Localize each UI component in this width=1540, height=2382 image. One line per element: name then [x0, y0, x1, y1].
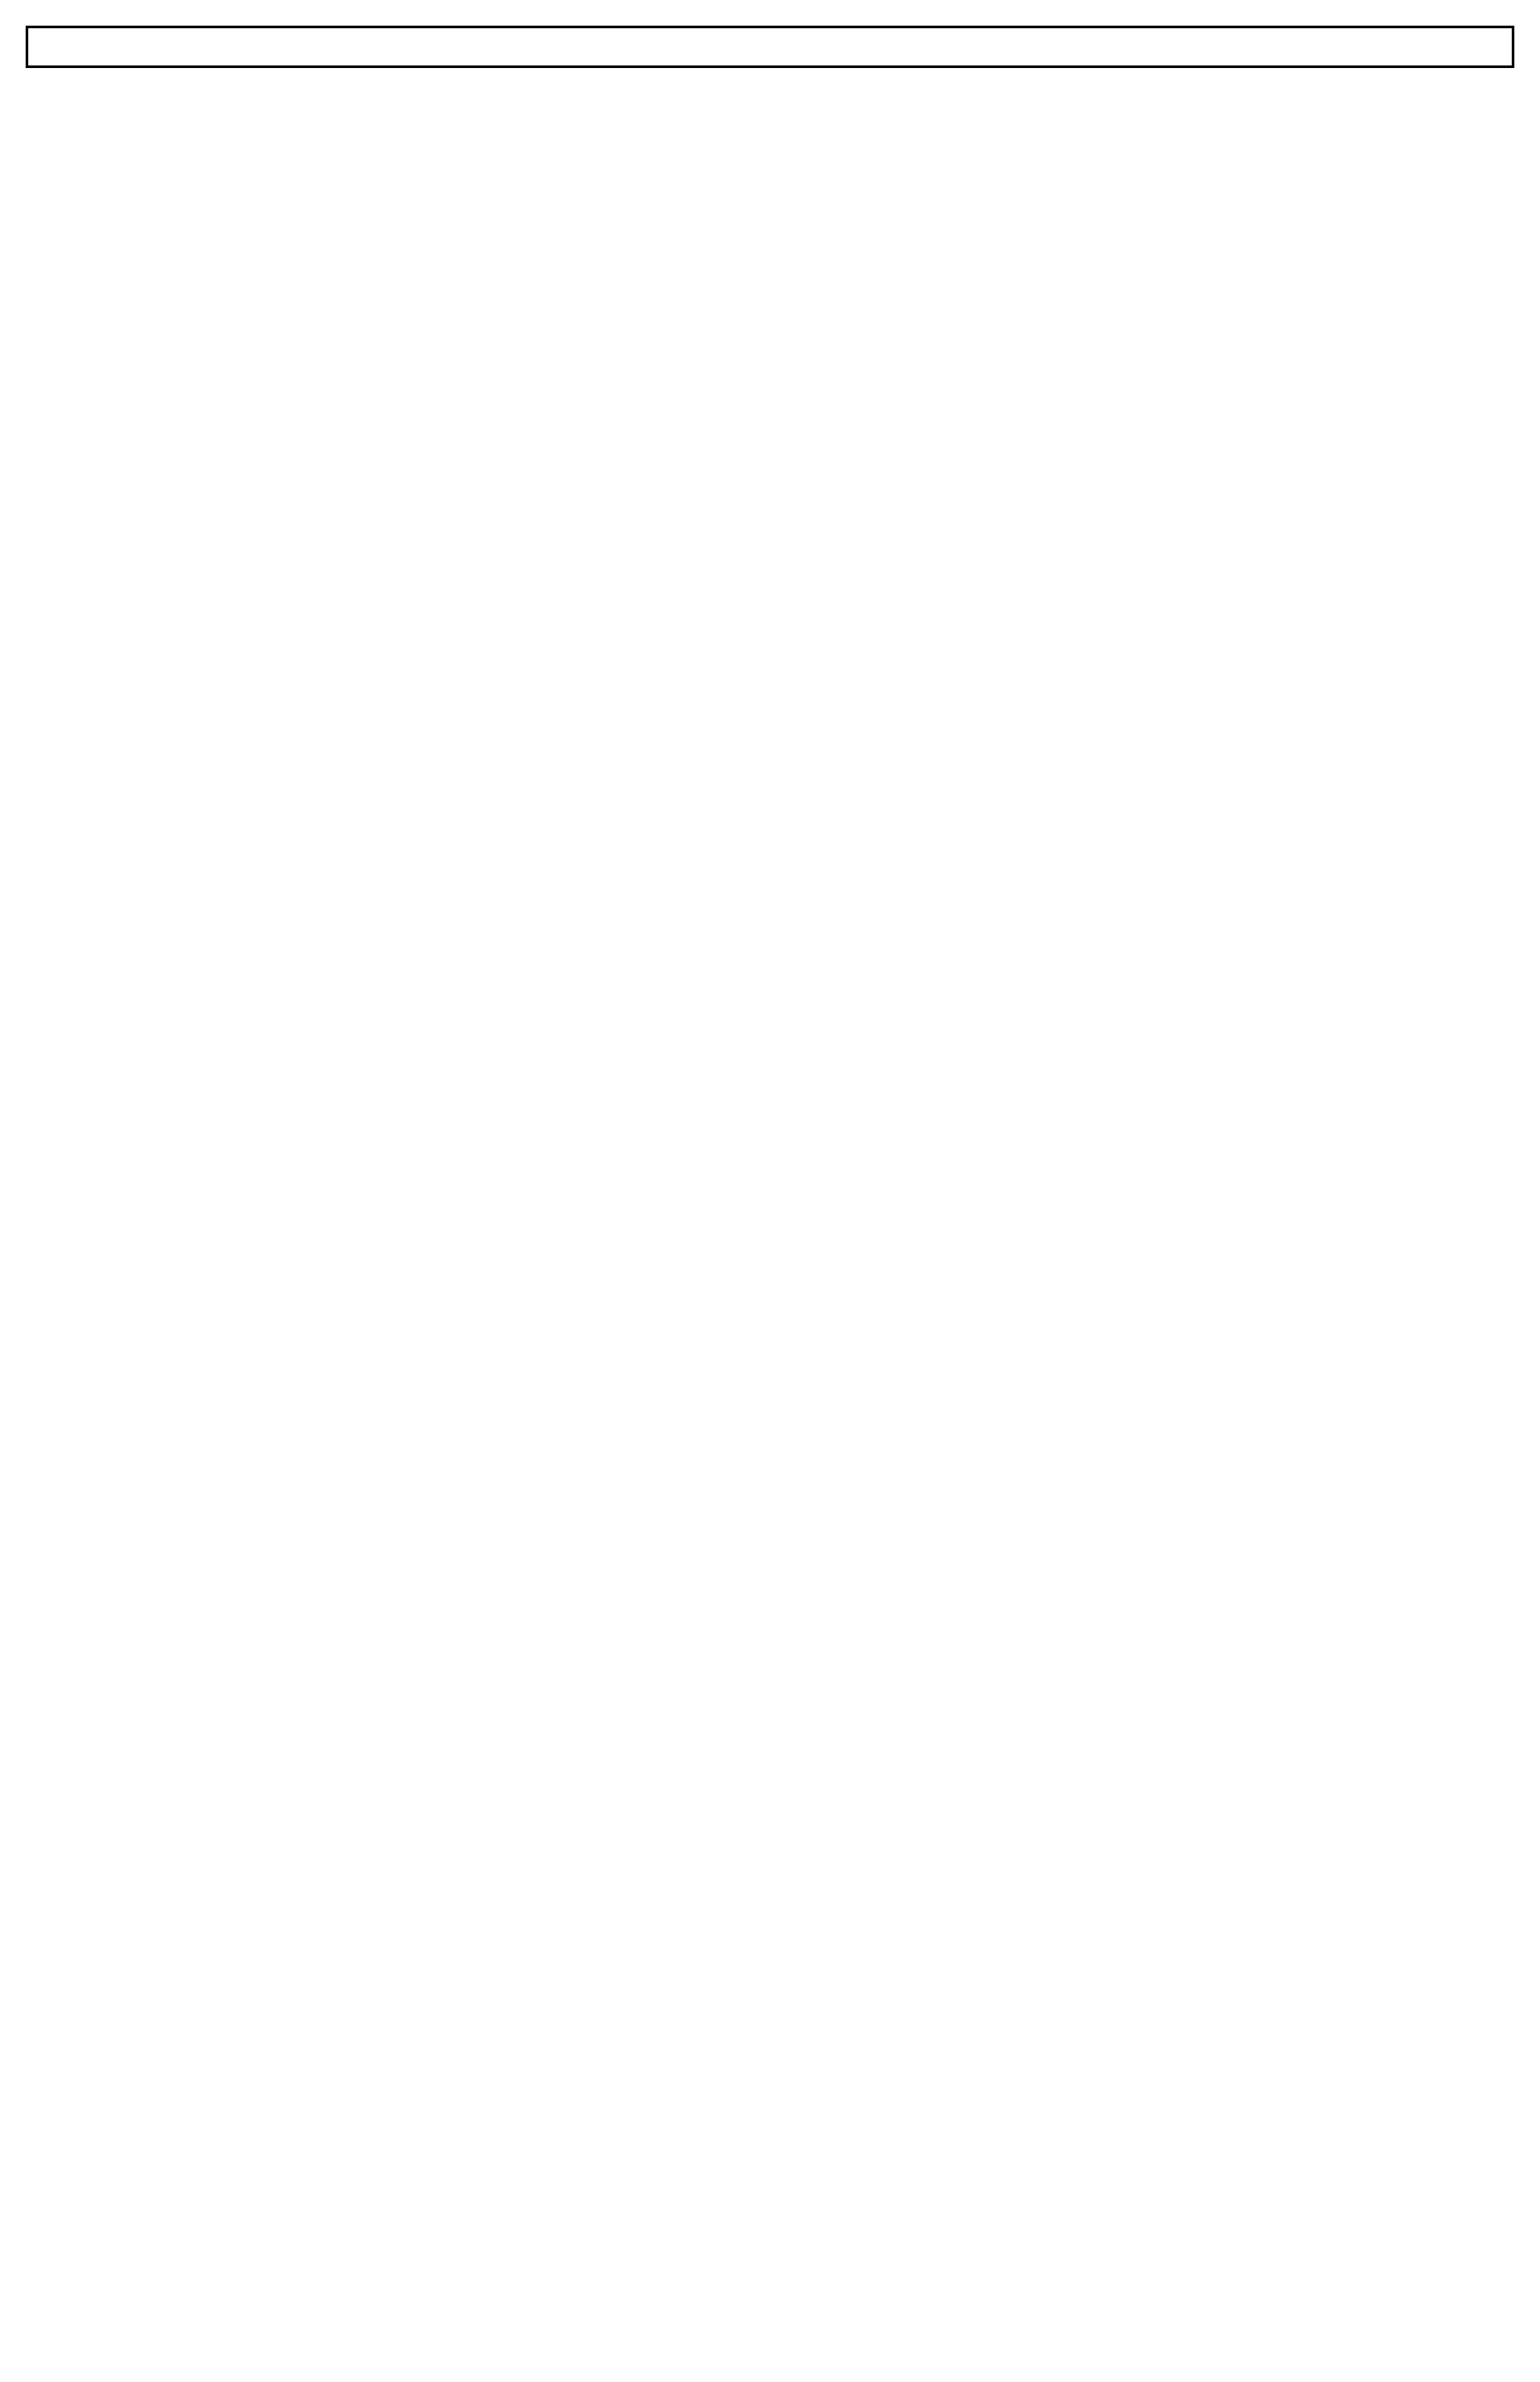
article-lead	[28, 1975, 1512, 2039]
newspaper-page	[26, 26, 1514, 2336]
article-paragraph-2	[28, 1561, 1512, 1753]
article-continued-text	[28, 148, 1512, 1547]
article-paragraph-3	[28, 1765, 1512, 1912]
article-body	[28, 2053, 1512, 2336]
page-header	[26, 26, 1514, 68]
